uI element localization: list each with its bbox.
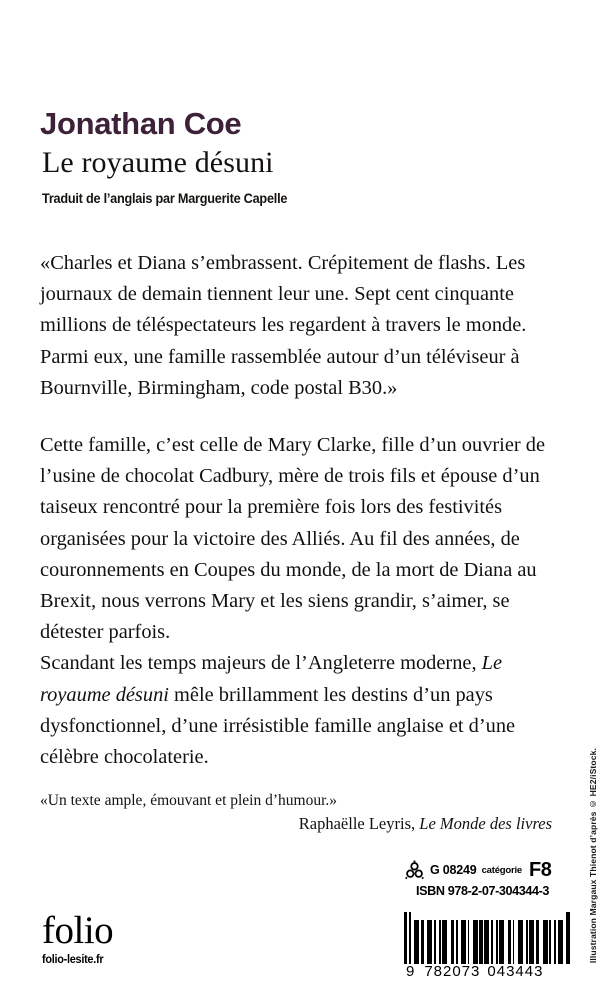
translator-credit: Traduit de l’anglais par Marguerite Capelle [42, 191, 288, 207]
illustration-credit [588, 748, 598, 963]
blurb-p3-lead: Scandant les temps majeurs de l’Angleterre moderne, [40, 652, 482, 675]
illustration-credit-text: Illustration Margaux Thienot d’après © HE2/iStock. [588, 748, 598, 964]
blurb-paragraph-three [40, 648, 552, 773]
press-quote-text: «Un texte ample, émouvant et plein d’humour.» [40, 792, 338, 809]
author-name: Jonathan Coe [40, 106, 242, 141]
folio-website: folio-lesite.fr [42, 954, 104, 967]
press-quote-section [40, 790, 552, 835]
blurb-p3-tail: mêle brillamment les destins d’un pays dysfonctionnel, d’une irrésistible famille anglaise et d’une célèbre chocolaterie. [40, 683, 516, 769]
press-quote-attribution [40, 813, 552, 835]
press-reviewer: Raphaëlle Leyris, [298, 814, 420, 833]
category-badge: F8 [529, 859, 552, 881]
isbn-text: ISBN 978-2-07-304344-3 [416, 883, 550, 898]
barcode-digits [404, 963, 572, 980]
blurb-p3-title: Le royaume désuni [40, 652, 503, 706]
price-code-block [404, 858, 574, 898]
folio-logo [42, 909, 114, 967]
press-publication: Le Monde des livres [419, 814, 552, 833]
folio-wordmark: folio [42, 909, 114, 952]
barcode-group-left: 782073 [424, 963, 481, 980]
blurb-quoted-excerpt: «Charles et Diana s’embrassent. Crépitement de flashs. Les journaux de demain tiennent leur une. Sept cent cinquante millions de téléspectateurs les regardent à travers le monde. Parmi eux, une famille rassemblée autour d’un téléviseur à Bournville, Birmingham, code postal B30.» [40, 252, 527, 399]
blurb-paragraph-two: Cette famille, c’est celle de Mary Clarke, fille d’un ouvrier de l’usine de chocolat Cadbury, mère de trois fils et épouse d’un taiseux rencontré pour la première fois lors des festivités organisées pour la victoire des Alliés. Au fil des années, de couronnements en Coupes du monde, de la mort de Diana au Brexit, nous verrons Mary et les siens grandir, s’aimer, se détester parfois. [40, 434, 546, 644]
category-label: catégorie [481, 864, 523, 876]
barcode-group-right: 043443 [487, 963, 544, 980]
blurb-section [40, 248, 552, 773]
title-block [40, 108, 520, 206]
barcode-lead-digit: 9 [406, 963, 416, 980]
page-title: Le royaume désuni [42, 145, 274, 179]
price-code-row [404, 858, 574, 882]
gallimard-trefoil-icon [404, 860, 425, 881]
ean-barcode [404, 912, 572, 980]
barcode-bars [404, 912, 572, 964]
price-reference-code: G 08249 [430, 863, 477, 877]
